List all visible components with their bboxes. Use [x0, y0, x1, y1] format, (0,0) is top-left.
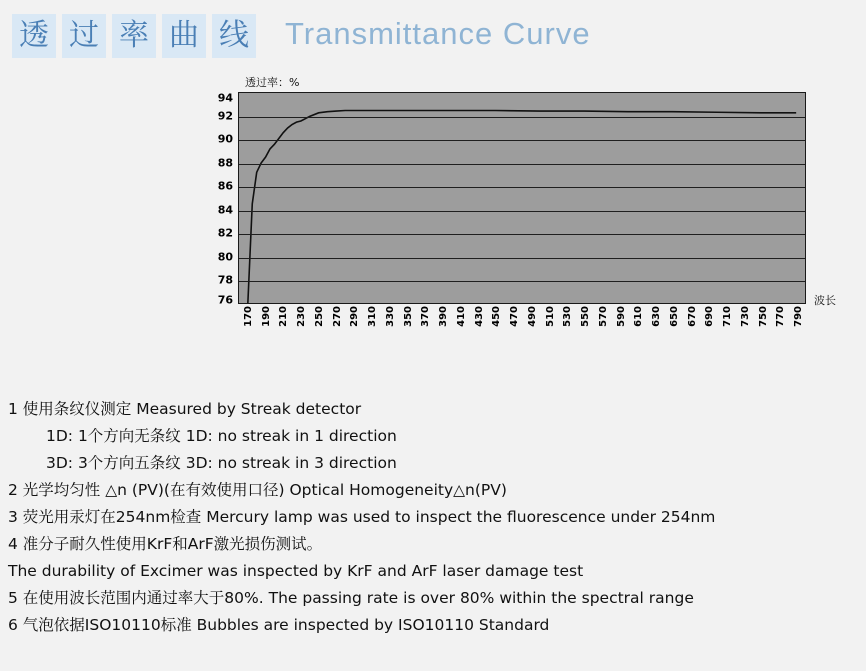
- x-tick-label: 210: [278, 306, 290, 327]
- x-tick-label: 530: [562, 306, 574, 327]
- title-char: 率: [112, 14, 156, 58]
- y-tick-label: 94: [217, 91, 233, 105]
- x-tick-label: 650: [668, 306, 680, 327]
- title-char: 线: [212, 14, 256, 58]
- x-tick-label: 550: [580, 306, 592, 327]
- gridline: [239, 187, 805, 188]
- x-tick-label: 190: [260, 306, 272, 327]
- plot-area: [238, 92, 806, 304]
- chinese-title: [12, 14, 256, 58]
- y-axis-label: 透过率：%: [245, 76, 300, 89]
- gridline: [239, 234, 805, 235]
- gridline: [239, 140, 805, 141]
- note-line: 6 气泡依据ISO10110标准 Bubbles are inspected by ISO10110 Standard: [8, 616, 550, 634]
- x-tick-label: 490: [526, 306, 538, 327]
- y-tick-label: 86: [217, 179, 233, 193]
- x-axis-ticks: [238, 306, 806, 358]
- notes-list: [8, 396, 858, 639]
- x-tick-label: 230: [296, 306, 308, 327]
- x-tick-label: 250: [313, 306, 325, 327]
- title-char: 曲: [162, 14, 206, 58]
- y-tick-label: 76: [217, 293, 233, 307]
- x-tick-label: 330: [384, 306, 396, 327]
- gridline: [239, 164, 805, 165]
- y-tick-label: 88: [217, 156, 233, 170]
- title-char: 过: [62, 14, 106, 58]
- gridline: [239, 211, 805, 212]
- x-tick-label: 710: [722, 306, 734, 327]
- x-tick-label: 310: [367, 306, 379, 327]
- x-tick-label: 450: [491, 306, 503, 327]
- x-tick-label: 470: [509, 306, 521, 327]
- y-tick-label: 84: [217, 203, 233, 217]
- transmittance-chart: [200, 70, 840, 360]
- y-tick-label: 78: [217, 273, 233, 287]
- x-tick-label: 730: [739, 306, 751, 327]
- x-tick-label: 610: [633, 306, 645, 327]
- y-tick-label: 92: [217, 109, 233, 123]
- y-tick-label: 90: [217, 132, 233, 146]
- x-tick-label: 290: [349, 306, 361, 327]
- x-tick-label: 270: [331, 306, 343, 327]
- transmittance-curve: [239, 93, 805, 303]
- x-tick-label: 390: [438, 306, 450, 327]
- note-line: 3D: 3个方向五条纹 3D: no streak in 3 direction: [46, 454, 397, 472]
- gridline: [239, 258, 805, 259]
- page-header: [0, 14, 866, 68]
- gridline: [239, 117, 805, 118]
- note-line: 4 准分子耐久性使用KrF和ArF激光损伤测试。: [8, 535, 323, 553]
- x-tick-label: 790: [793, 306, 805, 327]
- x-tick-label: 670: [686, 306, 698, 327]
- x-tick-label: 430: [473, 306, 485, 327]
- y-tick-label: 82: [217, 226, 233, 240]
- gridline: [239, 281, 805, 282]
- x-tick-label: 750: [757, 306, 769, 327]
- note-line: 3 荧光用汞灯在254nm检查 Mercury lamp was used to inspect the fluorescence under 254nm: [8, 508, 716, 526]
- note-line: 2 光学均匀性 △n (PV)(在有效使用口径) Optical Homogeneity△n(PV): [8, 481, 507, 499]
- x-tick-label: 590: [615, 306, 627, 327]
- note-line: 1D: 1个方向无条纹 1D: no streak in 1 direction: [46, 427, 397, 445]
- note-line: The durability of Excimer was inspected by KrF and ArF laser damage test: [8, 562, 584, 580]
- x-tick-label: 370: [420, 306, 432, 327]
- x-tick-label: 570: [597, 306, 609, 327]
- x-tick-label: 770: [775, 306, 787, 327]
- note-line: 5 在使用波长范围内通过率大于80%. The passing rate is over 80% within the spectral range: [8, 589, 694, 607]
- x-tick-label: 170: [242, 306, 254, 327]
- x-tick-label: 350: [402, 306, 414, 327]
- x-tick-label: 410: [455, 306, 467, 327]
- title-char: 透: [12, 14, 56, 58]
- x-tick-label: 510: [544, 306, 556, 327]
- x-axis-label: 波长: [814, 294, 836, 307]
- x-tick-label: 690: [704, 306, 716, 327]
- x-tick-label: 630: [651, 306, 663, 327]
- note-line: 1 使用条纹仪测定 Measured by Streak detector: [8, 400, 362, 418]
- english-title: Transmittance Curve: [285, 16, 591, 51]
- y-tick-label: 80: [217, 250, 233, 264]
